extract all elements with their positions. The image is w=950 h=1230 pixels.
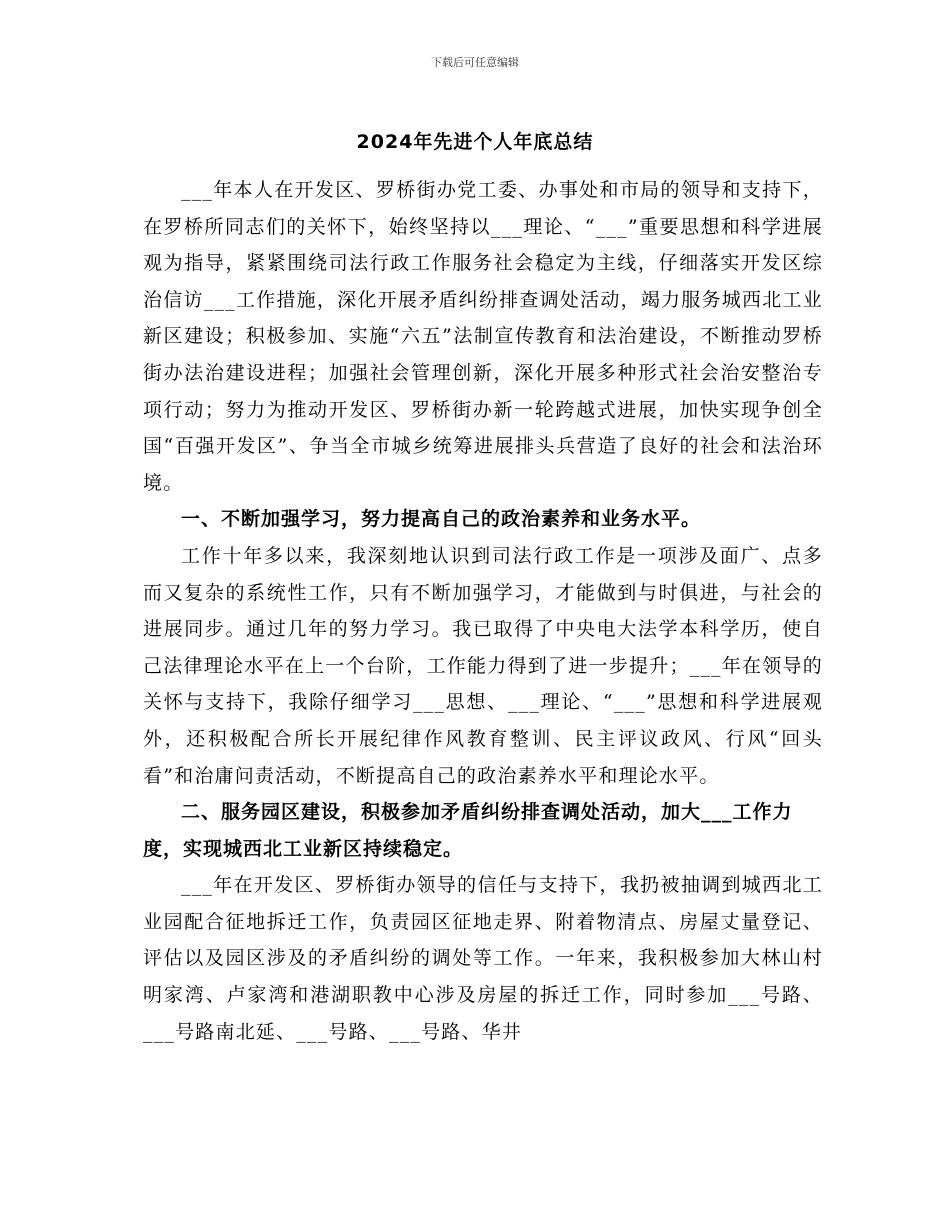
intro-paragraph: ___年本人在开发区、罗桥街办党工委、办事处和市局的领导和支持下，在罗桥所同志们的关怀下，始终坚持以___理论、“___”重要思想和科学进展观为指导，紧紧围绕司法行政工作服务社会稳定为主线，仔细落实开发区综治信访___工作措施，深化开展矛盾纠纷排查调处活动，竭力服务城西北工业新区建设；积极参加、实施“六五”法制宣传教育和法治建设，不断推动罗桥街办法治建设进程；加强社会管理创新，深化开展多种形式社会治安整治专项行动；努力为推动开发区、罗桥街办新一轮跨越式进展，加快实现争创全国“百强开发区”、争当全市城乡统筹进展排头兵营造了良好的社会和法治环境。 <box>143 179 823 494</box>
document-body <box>143 172 823 1050</box>
section-1-paragraph: 工作十年多以来，我深刻地认识到司法行政工作是一项涉及面广、点多而又复杂的系统性工作，只有不断加强学习，才能做到与时俱进，与社会的进展同步。通过几年的努力学习。我已取得了中央电大法学本科学历，使自己法律理论水平在上一个台阶，工作能力得到了进一步提升；___年在领导的关怀与支持下，我除仔细学习___思想、___理论、“___”思想和科学进展观外，还积极配合所长开展纪律作风教育整训、民主评议政风、行风“回头看”和治庸问责活动，不断提高自己的政治素养水平和理论水平。 <box>143 544 823 787</box>
page-header-note: 下载后可任意编辑 <box>431 56 519 69</box>
section-1-heading: 一、不断加强学习，努力提高自己的政治素养和业务水平。 <box>181 508 702 531</box>
section-2-heading: 二、服务园区建设，积极参加矛盾纠纷排查调处活动，加大___工作力度，实现城西北工业新区持续稳定。 <box>143 801 793 860</box>
document-title: 2024年先进个人年底总结 <box>356 131 594 153</box>
section-2-paragraph: ___年在开发区、罗桥街办领导的信任与支持下，我扔被抽调到城西北工业园配合征地拆迁工作，负责园区征地走界、附着物清点、房屋丈量登记、评估以及园区涉及的矛盾纠纷的调处等工作。一年来，我积极参加大林山村明家湾、卢家湾和港湖职教中心涉及房屋的拆迁工作，同时参加___号路、___号路南北延、___号路、___号路、华井 <box>143 874 823 1043</box>
